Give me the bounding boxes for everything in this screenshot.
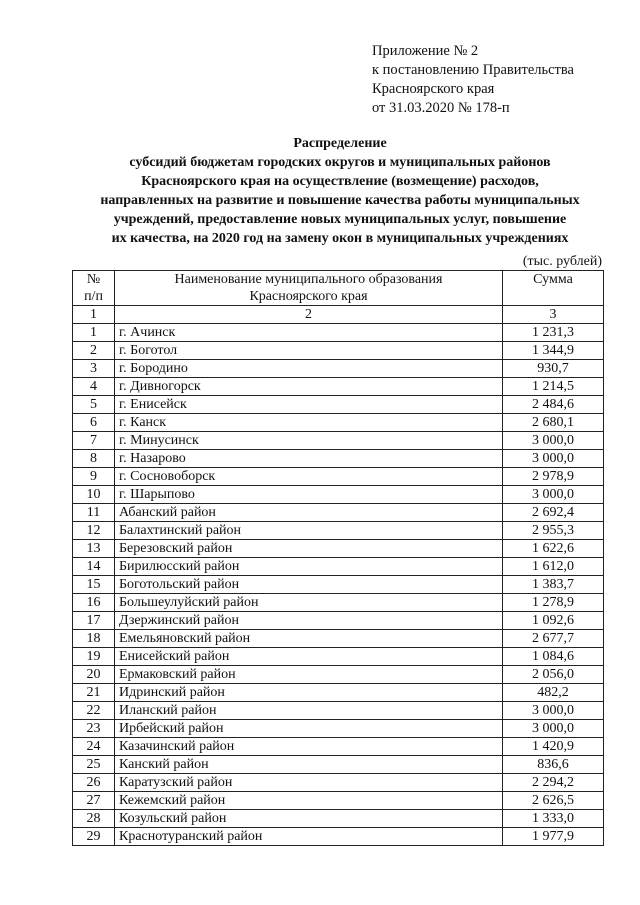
table-row — [73, 360, 604, 378]
table-row — [73, 810, 604, 828]
title-line: Красноярского края на осуществление (возмещение) расходов, — [141, 174, 539, 189]
table-row — [73, 792, 604, 810]
table-row — [73, 432, 604, 450]
table-body — [73, 324, 604, 846]
row-number: 4 — [73, 378, 115, 396]
title-line: их качества, на 2020 год на замену окон в муниципальных учреждениях — [111, 231, 569, 246]
row-number: 14 — [73, 558, 115, 576]
table-row — [73, 504, 604, 522]
table-row — [73, 450, 604, 468]
row-number: 7 — [73, 432, 115, 450]
table-row — [73, 828, 604, 846]
table-row — [73, 378, 604, 396]
table-row — [73, 486, 604, 504]
row-sum: 1 084,6 — [503, 648, 604, 666]
header-sum: Сумма — [503, 271, 604, 306]
row-sum: 1 383,7 — [503, 576, 604, 594]
row-number: 9 — [73, 468, 115, 486]
table-row — [73, 558, 604, 576]
title-line: субсидий бюджетам городских округов и муниципальных районов — [129, 155, 551, 170]
row-municipality: Кежемский район — [115, 792, 503, 810]
row-number: 11 — [73, 504, 115, 522]
table-header-row — [73, 271, 604, 306]
row-sum: 836,6 — [503, 756, 604, 774]
row-number: 18 — [73, 630, 115, 648]
row-municipality: Канский район — [115, 756, 503, 774]
row-number: 2 — [73, 342, 115, 360]
row-municipality: г. Боготол — [115, 342, 503, 360]
row-sum: 482,2 — [503, 684, 604, 702]
table-row — [73, 702, 604, 720]
row-sum: 2 626,5 — [503, 792, 604, 810]
table-row — [73, 396, 604, 414]
row-number: 13 — [73, 540, 115, 558]
table-row — [73, 468, 604, 486]
row-municipality: Краснотуранский район — [115, 828, 503, 846]
header-number-line: п/п — [84, 289, 103, 304]
row-sum: 2 294,2 — [503, 774, 604, 792]
table-row — [73, 540, 604, 558]
table-row — [73, 684, 604, 702]
row-sum: 1 214,5 — [503, 378, 604, 396]
header-name-line: Наименование муниципального образования — [174, 272, 443, 287]
row-municipality: Казачинский район — [115, 738, 503, 756]
row-number: 10 — [73, 486, 115, 504]
row-municipality: г. Бородино — [115, 360, 503, 378]
row-sum: 1 420,9 — [503, 738, 604, 756]
row-number: 8 — [73, 450, 115, 468]
row-number: 28 — [73, 810, 115, 828]
row-sum: 1 231,3 — [503, 324, 604, 342]
row-number: 17 — [73, 612, 115, 630]
row-municipality: Абанский район — [115, 504, 503, 522]
table-row — [73, 630, 604, 648]
row-municipality: Ермаковский район — [115, 666, 503, 684]
row-municipality: Дзержинский район — [115, 612, 503, 630]
row-municipality: Идринский район — [115, 684, 503, 702]
table-row — [73, 612, 604, 630]
title-line: Распределение — [293, 136, 387, 151]
row-municipality: Каратузский район — [115, 774, 503, 792]
column-index: 3 — [503, 306, 604, 324]
row-sum: 1 092,6 — [503, 612, 604, 630]
row-sum: 2 978,9 — [503, 468, 604, 486]
row-sum: 930,7 — [503, 360, 604, 378]
row-number: 20 — [73, 666, 115, 684]
row-sum: 3 000,0 — [503, 450, 604, 468]
table-row — [73, 720, 604, 738]
row-number: 6 — [73, 414, 115, 432]
units-label: (тыс. рублей) — [522, 254, 602, 269]
column-index-row — [73, 306, 604, 324]
title-line: направленных на развитие и повышение качества работы муниципальных — [100, 193, 580, 208]
row-municipality: Ирбейский район — [115, 720, 503, 738]
appendix-line: Красноярского края — [372, 81, 495, 97]
row-municipality: Боготольский район — [115, 576, 503, 594]
row-number: 21 — [73, 684, 115, 702]
row-sum: 3 000,0 — [503, 720, 604, 738]
table-row — [73, 342, 604, 360]
row-municipality: г. Сосновоборск — [115, 468, 503, 486]
table-row — [73, 756, 604, 774]
row-municipality: г. Шарыпово — [115, 486, 503, 504]
row-sum: 3 000,0 — [503, 486, 604, 504]
row-municipality: г. Енисейск — [115, 396, 503, 414]
title-line: учреждений, предоставление новых муниципальных услуг, повышение — [113, 212, 567, 227]
row-number: 22 — [73, 702, 115, 720]
row-sum: 2 955,3 — [503, 522, 604, 540]
document-title — [60, 134, 620, 248]
row-sum: 1 333,0 — [503, 810, 604, 828]
row-sum: 1 278,9 — [503, 594, 604, 612]
header-number — [73, 271, 115, 306]
header-number-line: № — [86, 272, 101, 287]
row-sum: 2 680,1 — [503, 414, 604, 432]
row-municipality: Енисейский район — [115, 648, 503, 666]
row-number: 25 — [73, 756, 115, 774]
table-row — [73, 774, 604, 792]
row-number: 1 — [73, 324, 115, 342]
row-number: 26 — [73, 774, 115, 792]
row-number: 19 — [73, 648, 115, 666]
row-number: 12 — [73, 522, 115, 540]
table-row — [73, 414, 604, 432]
table-row — [73, 666, 604, 684]
row-municipality: Балахтинский район — [115, 522, 503, 540]
row-sum: 2 692,4 — [503, 504, 604, 522]
row-number: 16 — [73, 594, 115, 612]
row-municipality: Иланский район — [115, 702, 503, 720]
table-row — [73, 738, 604, 756]
row-sum: 2 484,6 — [503, 396, 604, 414]
distribution-table — [72, 270, 604, 846]
row-sum: 1 612,0 — [503, 558, 604, 576]
row-municipality: Бирилюсский район — [115, 558, 503, 576]
appendix-line: Приложение № 2 — [372, 43, 479, 59]
appendix-line: от 31.03.2020 № 178-п — [372, 100, 510, 116]
table-row — [73, 594, 604, 612]
table-row — [73, 576, 604, 594]
row-municipality: г. Назарово — [115, 450, 503, 468]
table-row — [73, 648, 604, 666]
row-municipality: г. Канск — [115, 414, 503, 432]
row-municipality: г. Ачинск — [115, 324, 503, 342]
row-municipality: Большеулуйский район — [115, 594, 503, 612]
appendix-line: к постановлению Правительства — [372, 62, 574, 78]
row-sum: 3 000,0 — [503, 702, 604, 720]
row-sum: 3 000,0 — [503, 432, 604, 450]
row-number: 3 — [73, 360, 115, 378]
row-number: 15 — [73, 576, 115, 594]
column-index: 1 — [73, 306, 115, 324]
row-number: 27 — [73, 792, 115, 810]
row-municipality: г. Минусинск — [115, 432, 503, 450]
appendix-block — [372, 42, 574, 118]
row-number: 24 — [73, 738, 115, 756]
row-municipality: Березовский район — [115, 540, 503, 558]
row-number: 5 — [73, 396, 115, 414]
header-name — [115, 271, 503, 306]
row-municipality: Емельяновский район — [115, 630, 503, 648]
row-sum: 2 056,0 — [503, 666, 604, 684]
table-row — [73, 522, 604, 540]
table-row — [73, 324, 604, 342]
row-number: 23 — [73, 720, 115, 738]
column-index: 2 — [115, 306, 503, 324]
row-sum: 1 977,9 — [503, 828, 604, 846]
row-municipality: Козульский район — [115, 810, 503, 828]
row-sum: 1 622,6 — [503, 540, 604, 558]
header-name-line: Красноярского края — [249, 289, 368, 304]
row-sum: 1 344,9 — [503, 342, 604, 360]
row-municipality: г. Дивногорск — [115, 378, 503, 396]
row-sum: 2 677,7 — [503, 630, 604, 648]
row-number: 29 — [73, 828, 115, 846]
